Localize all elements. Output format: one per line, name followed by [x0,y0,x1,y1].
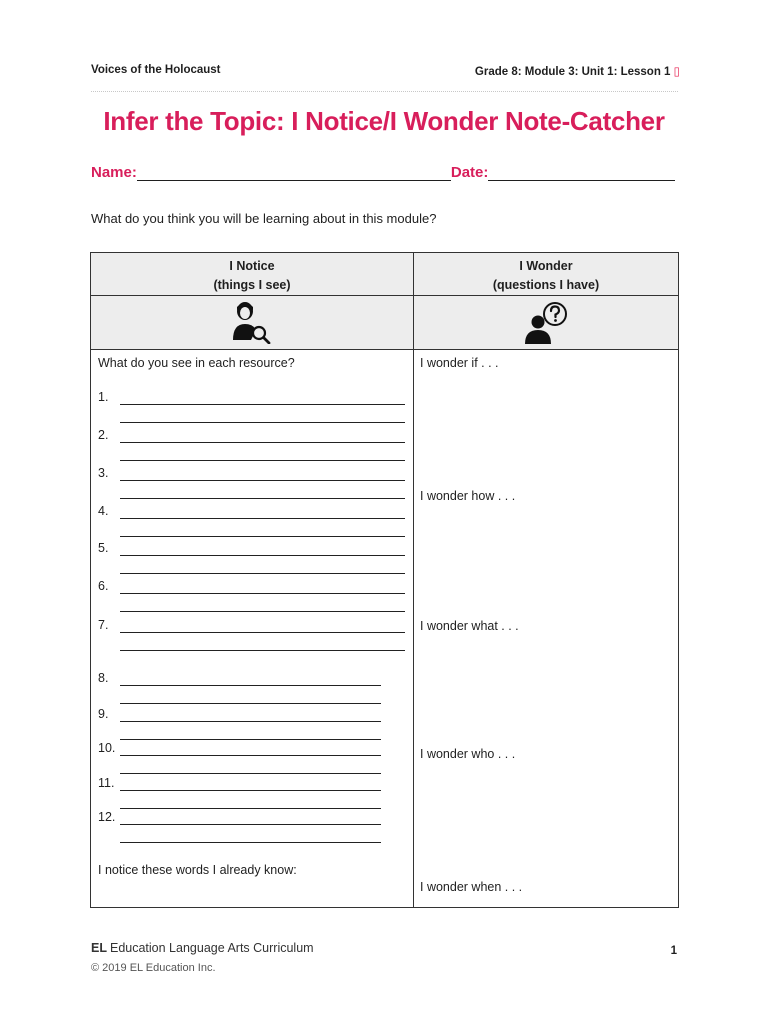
name-label: Name: [91,164,137,181]
item-number: 12. [98,810,116,824]
lesson-flag: ▯ [673,66,680,78]
item-number: 5. [98,541,109,555]
answer-line[interactable] [120,650,405,651]
wonder-header: I Wonder [519,259,573,273]
item-number: 2. [98,428,109,442]
answer-line[interactable] [120,721,381,722]
answer-line[interactable] [120,442,405,443]
answer-line[interactable] [120,460,405,461]
module-title: Voices of the Holocaust [91,64,221,76]
table-row-divider [90,295,679,296]
item-number: 4. [98,504,109,518]
table-row-divider [90,349,679,350]
answer-line[interactable] [120,703,381,704]
answer-line[interactable] [120,555,405,556]
wonder-when-prompt: I wonder when . . . [420,880,523,894]
curriculum-logo [91,941,314,955]
answer-line[interactable] [120,573,405,574]
answer-line[interactable] [120,685,381,686]
answer-line[interactable] [120,755,381,756]
answer-line[interactable] [120,808,381,809]
answer-line[interactable] [120,739,381,740]
page-title: Infer the Topic: I Notice/I Wonder Note-Catcher [103,106,665,136]
item-number: 8. [98,671,109,685]
answer-line[interactable] [120,611,405,612]
page-number: 1 [670,945,677,957]
answer-line[interactable] [120,498,405,499]
answer-line[interactable] [120,842,381,843]
date-field[interactable] [488,166,675,181]
person-question-icon [524,299,568,345]
module-question: What do you think you will be learning about in this module? [91,211,437,226]
name-date-row [91,164,678,181]
answer-line[interactable] [120,536,405,537]
answer-line[interactable] [120,632,405,633]
wonder-if-prompt: I wonder if . . . [420,356,499,370]
wonder-how-prompt: I wonder how . . . [420,489,516,503]
answer-line[interactable] [120,404,405,405]
header-divider [91,91,678,92]
curriculum-name: Education Language Arts Curriculum [109,941,314,955]
answer-line[interactable] [120,790,381,791]
wonder-column-header [414,257,678,295]
item-number: 6. [98,579,109,593]
item-number: 7. [98,618,109,632]
note-catcher-table [90,252,679,908]
answer-line[interactable] [120,824,381,825]
copyright: © 2019 EL Education Inc. [91,962,216,974]
notice-header: I Notice [229,259,275,273]
item-number: 10. [98,741,116,755]
wonder-what-prompt: I wonder what . . . [420,619,519,633]
item-number: 9. [98,707,109,721]
answer-line[interactable] [120,773,381,774]
lesson-label [475,64,680,78]
known-words-prompt: I notice these words I already know: [98,863,297,877]
answer-line[interactable] [120,480,405,481]
lesson-label-text: Grade 8: Module 3: Unit 1: Lesson 1 [474,66,671,78]
answer-line[interactable] [120,518,405,519]
item-number: 1. [98,390,109,404]
name-field[interactable] [137,166,451,181]
person-magnifier-icon [231,300,271,344]
answer-line[interactable] [120,422,405,423]
answer-line[interactable] [120,593,405,594]
wonder-who-prompt: I wonder who . . . [420,747,516,761]
notice-subheader: (things I see) [213,278,291,292]
date-label: Date: [450,164,489,181]
notice-column-header [91,257,413,295]
notice-prompt: What do you see in each resource? [98,356,295,370]
table-column-divider [413,252,414,908]
item-number: 11. [98,776,115,790]
item-number: 3. [98,466,109,480]
wonder-subheader: (questions I have) [492,278,600,292]
el-logo-mark: EL [91,941,107,955]
